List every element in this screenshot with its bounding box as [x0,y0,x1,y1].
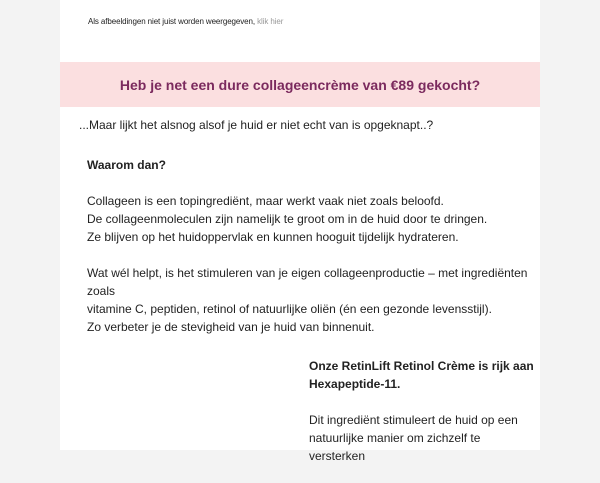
paragraph-1: Collageen is een topingrediënt, maar werkt vaak niet zoals beloofd. De collageenmoleculen zijn namelijk te groot om in de huid door te dringen. Ze blijven op het huidoppervlak en kunnen hooguit tijdelijk hydrateren. [87,194,488,244]
headline-banner [60,62,540,107]
paragraph-2: Wat wél helpt, is het stimuleren van je eigen collageenproductie – met ingrediënten zoals vitamine C, peptiden, retinol of natuurlijke oliën (én een gezonde levensstijl). Zo verbeter je de stevigheid van je huid van binnenuit. [87,266,528,334]
intro-text: ...Maar lijkt het alsnog alsof je huid er niet echt van is opgeknapt..? [79,118,434,132]
product-block [309,357,534,483]
preheader [88,17,283,26]
product-heading: Onze RetinLift Retinol Crème is rijk aan Hexapeptide-11. [309,359,534,391]
preheader-text: Als afbeeldingen niet juist worden weergegeven, [88,17,255,26]
email-container [60,0,540,463]
body-copy [87,156,540,354]
view-online-link[interactable]: klik hier [257,17,284,26]
headline: Heb je net een dure collageencrème van €89 gekocht? [119,76,481,93]
why-heading: Waarom dan? [87,158,166,172]
product-text: Dit ingrediënt stimuleert de huid op een natuurlijke manier om zichzelf te versterken [309,413,518,463]
